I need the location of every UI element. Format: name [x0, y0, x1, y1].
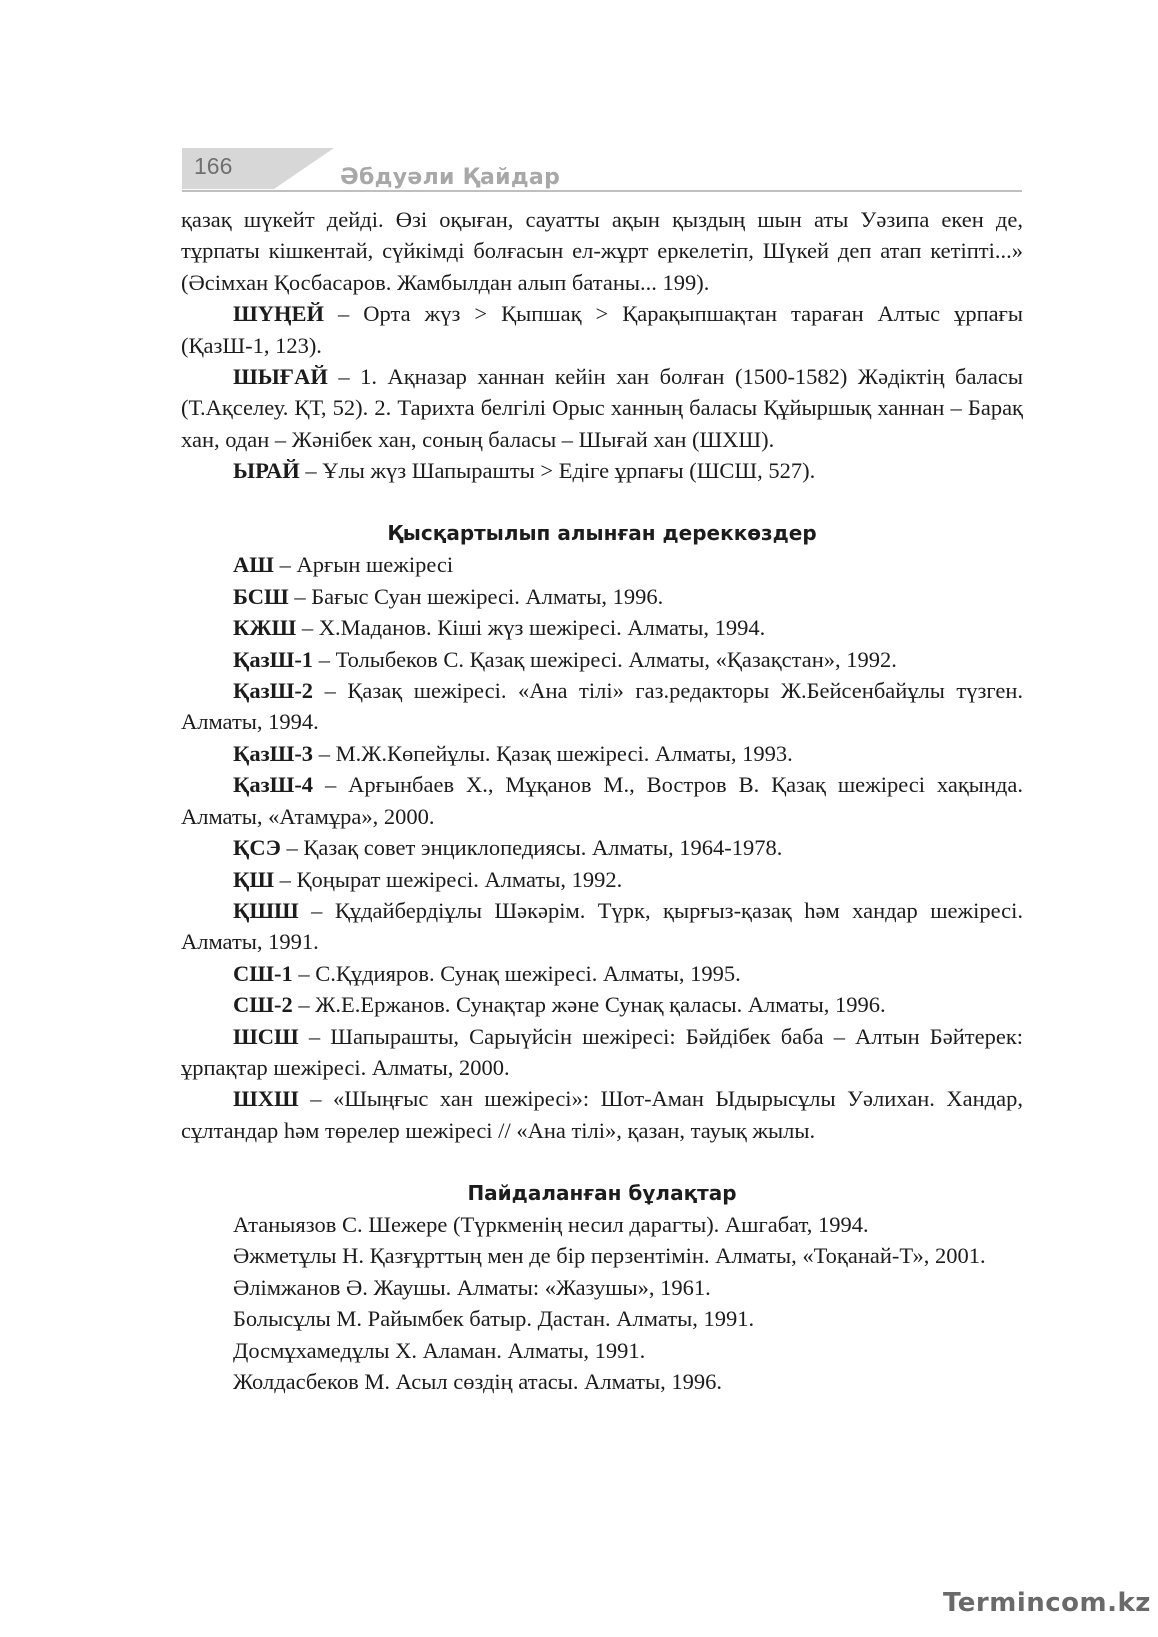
page-header — [182, 148, 1022, 194]
abbr-item: ҚШШ – Құдайбердіұлы Шәкәрім. Түрк, қырғыз-қазақ һәм хандар шежіресі. Алматы, 1991. — [181, 897, 1023, 955]
abbr-term: ҚазШ-3 — [233, 740, 314, 766]
abbr-term: ШХШ — [233, 1086, 299, 1112]
abbreviations-heading: Қысқартылып алынған дереккөздер — [387, 521, 817, 546]
source-item: Атаныязов С. Шежере (Түркменің несил дарагты). Ашгабат, 1994. — [233, 1211, 869, 1237]
abbr-item: ҚазШ-3 – М.Ж.Көпейұлы. Қазақ шежіресі. Алматы, 1993. — [233, 740, 793, 766]
source-item: Әлімжанов Ә. Жаушы. Алматы: «Жазушы», 1961. — [233, 1274, 711, 1300]
entry-term: ШҮҢЕЙ — [233, 301, 324, 327]
abbr-item: ҚазШ-4 – Арғынбаев Х., Мұқанов М., Востров В. Қазақ шежіресі хақында. Алматы, «Атамұра», 2000. — [181, 772, 1023, 829]
entry-term: ЫРАЙ — [233, 458, 300, 484]
abbr-item: ШСШ – Шапырашты, Сарыүйсін шежіресі: Бәйдібек баба – Алтын Бәйтерек: ұрпақтар шежіресі. Алматы, 2000. — [181, 1023, 1023, 1080]
abbr-term: ШСШ — [233, 1023, 299, 1049]
abbr-term: ҚШШ — [233, 897, 299, 923]
entry-term: ШЫҒАЙ — [233, 364, 328, 390]
site-watermark: Termincom.kz — [943, 1588, 1151, 1618]
abbr-term: КЖШ — [233, 615, 297, 641]
abbr-term: АШ — [233, 552, 274, 578]
entry: ЫРАЙ – Ұлы жүз Шапырашты > Едіге ұрпағы (ШСШ, 527). — [233, 458, 816, 484]
abbr-term: СШ-2 — [233, 992, 293, 1018]
abbr-term: ҚазШ-2 — [233, 678, 314, 704]
abbr-item: ШХШ – «Шыңғыс хан шежіресі»: Шот-Аман Ыдырысұлы Уәлихан. Хандар, сұлтандар һәм төрелер шежіресі // «Ана тілі», қазан, тауық жылы. — [181, 1086, 1023, 1143]
abbr-term: СШ-1 — [233, 960, 293, 986]
abbr-term: ҚазШ-4 — [233, 772, 314, 798]
source-item: Болысұлы М. Райымбек батыр. Дастан. Алматы, 1991. — [233, 1306, 755, 1332]
abbr-term: БСШ — [233, 583, 289, 609]
abbr-item: АШ – Арғын шежіресі — [233, 552, 454, 578]
header-rule — [182, 190, 1022, 192]
entry-continuation: қазақ шүкейт дейді. Өзі оқыған, сауатты ақын қыздың шын аты Уәзипа екен де, тұрпаты кішкентай, сүйкімді болғасын ел-жұрт еркелетіп, Шүкей деп атап кетіпті...» (Әсімхан Қосбасаров. Жамбылдан алып батаны... 199). — [181, 207, 1023, 295]
abbr-item: ҚСЭ – Қазақ совет энциклопедиясы. Алматы, 1964-1978. — [233, 835, 783, 861]
entry: ШҮҢЕЙ – Орта жүз > Қыпшақ > Қарақыпшақтан тараған Алтыс ұрпағы (ҚазШ-1, 123). — [181, 301, 1023, 358]
source-item: Жолдасбеков М. Асыл сөздің атасы. Алматы, 1996. — [233, 1369, 722, 1394]
running-title: Әбдуәли Қайдар — [340, 165, 561, 190]
abbr-term: ҚазШ-1 — [233, 646, 314, 672]
entry: ШЫҒАЙ – 1. Ақназар ханнан кейін хан болған (1500-1582) Жәдіктің баласы (Т.Ақселеу. ҚТ, 52). 2. Тарихта белгілі Орыс ханның баласы Құйыршық ханнан – Барақ хан, одан – Жәнібек хан, соның баласы – Шығай хан (ШХШ). — [181, 364, 1023, 452]
abbr-item: БСШ – Бағыс Суан шежіресі. Алматы, 1996. — [233, 583, 664, 609]
abbr-item: ҚазШ-2 – Қазақ шежіресі. «Ана тілі» газ.редакторы Ж.Бейсенбайұлы түзген. Алматы, 1994. — [181, 678, 1023, 735]
page-number: 166 — [194, 153, 233, 179]
body-text — [181, 204, 1023, 1397]
abbr-item: СШ-2 – Ж.Е.Ержанов. Сунақтар және Сунақ қаласы. Алматы, 1996. — [233, 992, 886, 1018]
source-item: Досмұхамедұлы Х. Аламан. Алматы, 1991. — [233, 1337, 646, 1363]
abbr-term: ҚШ — [233, 866, 275, 892]
abbr-term: ҚСЭ — [233, 835, 281, 861]
source-item: Әжметұлы Н. Қазғұрттың мен де бір перзентімін. Алматы, «Тоқанай-Т», 2001. — [233, 1243, 986, 1269]
sources-heading: Пайдаланған бұлақтар — [467, 1180, 737, 1205]
abbr-item: ҚазШ-1 – Толыбеков С. Қазақ шежіресі. Алматы, «Қазақстан», 1992. — [233, 646, 897, 672]
abbr-item: ҚШ – Қоңырат шежіресі. Алматы, 1992. — [233, 866, 623, 892]
abbr-item: КЖШ – Х.Маданов. Кіші жүз шежіресі. Алматы, 1994. — [233, 615, 766, 641]
abbr-item: СШ-1 – С.Құдияров. Сунақ шежіресі. Алматы, 1995. — [233, 960, 741, 986]
page-number-tab-wedge — [274, 148, 334, 189]
